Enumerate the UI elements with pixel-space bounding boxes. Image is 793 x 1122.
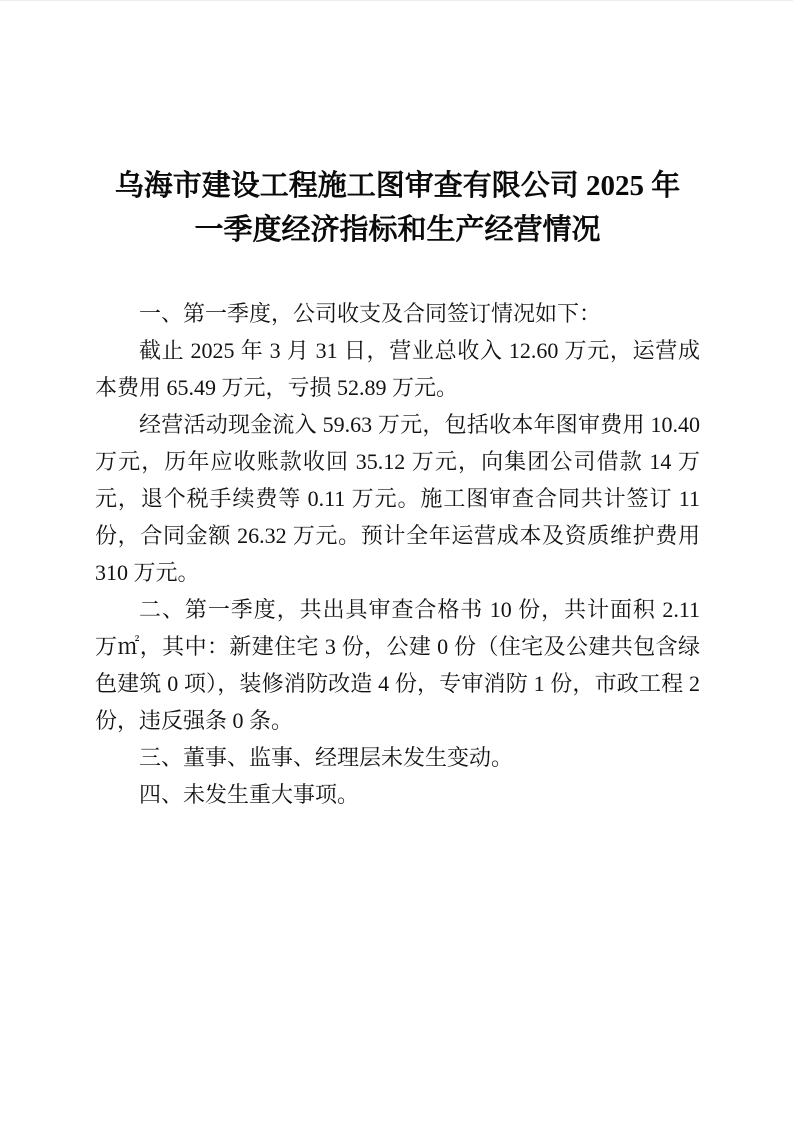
- paragraph-section-3-management: 三、董事、监事、经理层未发生变动。: [139, 745, 514, 770]
- paragraph-revenue-summary: 截止 2025 年 3 月 31 日，营业总收入 12.60 万元，运营成本费用 65.49 万元，亏损 52.89 万元。: [95, 338, 700, 400]
- document-content: [0, 1, 793, 813]
- paragraph-section-1-heading: 一、第一季度，公司收支及合同签订情况如下：: [139, 301, 602, 326]
- document-title-line-1: 乌海市建设工程施工图审查有限公司 2025 年: [114, 170, 681, 202]
- paragraph-cash-flow-contracts: 经营活动现金流入 59.63 万元，包括收本年图审费用 10.40 万元，历年应收账款收回 35.12 万元，向集团公司借款 14 万元，退个税手续费等 0.11 万元。施工图审查合同共计签订 11 份，合同金额 26.32 万元。预计全年运营成本及资质维护费用 310 万元。: [95, 412, 700, 585]
- paragraph-section-4-major-events: 四、未发生重大事项。: [139, 782, 360, 807]
- document-title: [95, 164, 700, 252]
- paragraph-section-2-review-certificates: 二、第一季度，共出具审查合格书 10 份，共计面积 2.11 万㎡，其中：新建住宅 3 份，公建 0 份（住宅及公建共包含绿色建筑 0 项），装修消防改造 4 份，专审消防 1 份，市政工程 2 份，违反强条 0 条。: [95, 597, 700, 733]
- document-title-line-2: 一季度经济指标和生产经营情况: [194, 214, 601, 246]
